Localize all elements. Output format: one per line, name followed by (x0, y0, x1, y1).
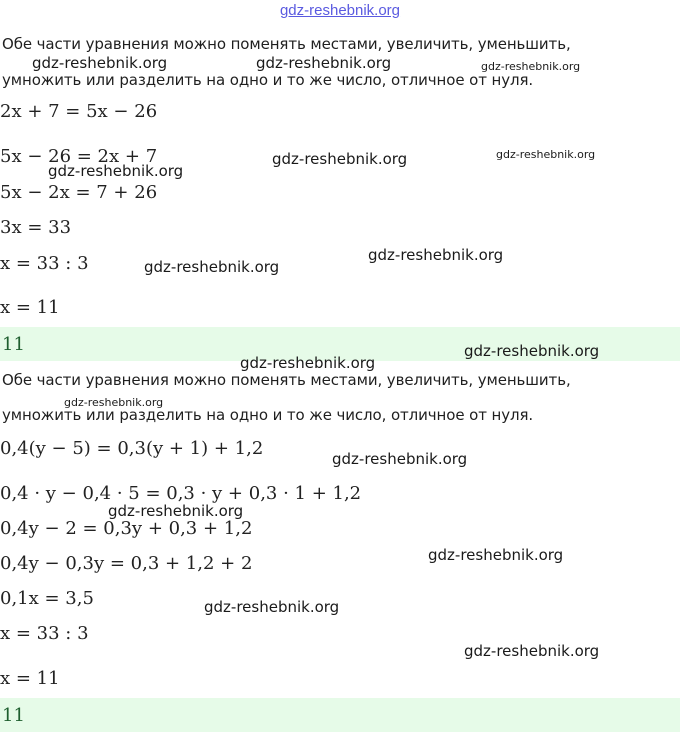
solution-1-intro-line-1: Обе части уравнения можно поменять местами, увеличить, уменьшить, (2, 35, 571, 53)
solution-2-step-7: x = 11 (0, 668, 60, 689)
solution-2-step-4: 0,4y − 0,3y = 0,3 + 1,2 + 2 (0, 553, 253, 574)
watermark: gdz-reshebnik.org (496, 148, 596, 161)
watermark: gdz-reshebnik.org (48, 162, 184, 180)
solution-2-step-3: 0,4y − 2 = 0,3y + 0,3 + 1,2 (0, 518, 253, 539)
solution-2-step-2: 0,4 · y − 0,4 · 5 = 0,3 · y + 0,3 · 1 + 1,2 (0, 483, 362, 504)
watermark: gdz-reshebnik.org (332, 450, 468, 468)
solution-2-step-5: 0,1x = 3,5 (0, 588, 94, 609)
solution-1-intro-line-2: умножить или разделить на одно и то же число, отличное от нуля. (2, 71, 534, 89)
watermark: gdz-reshebnik.org (204, 598, 340, 616)
watermark: gdz-reshebnik.org (256, 54, 392, 72)
solution-2-intro-line-1: Обе части уравнения можно поменять местами, увеличить, уменьшить, (2, 371, 571, 389)
watermark: gdz-reshebnik.org (481, 60, 581, 73)
watermark: gdz-reshebnik.org (464, 342, 600, 360)
solution-1-step-6: x = 11 (0, 297, 60, 318)
solution-1-answer: 11 (2, 334, 25, 355)
watermark: gdz-reshebnik.org (108, 502, 244, 520)
solution-1-step-4: 3x = 33 (0, 217, 72, 238)
solution-2-answer: 11 (2, 705, 25, 726)
solution-1-step-5: x = 33 : 3 (0, 253, 89, 274)
solution-2-answer-band (0, 698, 680, 732)
solution-1-step-3: 5x − 2x = 7 + 26 (0, 182, 158, 203)
watermark: gdz-reshebnik.org (464, 642, 600, 660)
watermark: gdz-reshebnik.org (144, 258, 280, 276)
solution-2-intro-line-2: умножить или разделить на одно и то же число, отличное от нуля. (2, 406, 534, 424)
watermark: gdz-reshebnik.org (64, 396, 164, 409)
watermark: gdz-reshebnik.org (272, 150, 408, 168)
watermark: gdz-reshebnik.org (32, 54, 168, 72)
watermark: gdz-reshebnik.org (368, 246, 504, 264)
solution-1-step-1: 2x + 7 = 5x − 26 (0, 101, 158, 122)
solution-2-step-1: 0,4(y − 5) = 0,3(y + 1) + 1,2 (0, 438, 264, 459)
site-header-link[interactable]: gdz-reshebnik.org (279, 2, 401, 19)
solution-2-step-6: x = 33 : 3 (0, 623, 89, 644)
solution-1-step-2: 5x − 26 = 2x + 7 (0, 146, 158, 167)
watermark: gdz-reshebnik.org (240, 354, 376, 372)
watermark: gdz-reshebnik.org (428, 546, 564, 564)
